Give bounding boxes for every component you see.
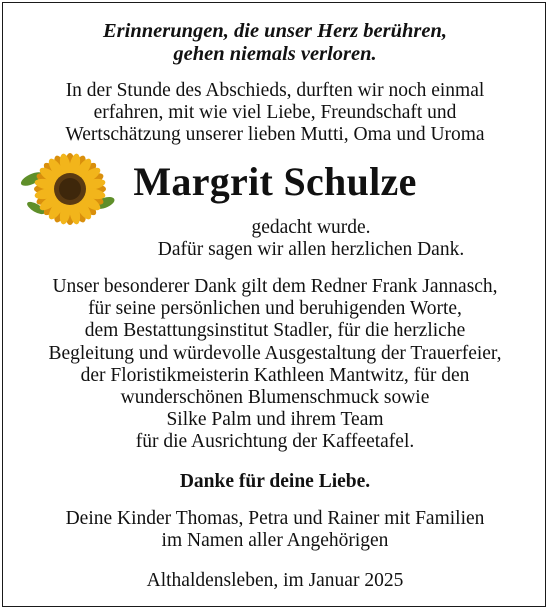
intro-line-1: In der Stunde des Abschieds, durften wir noch einmal [65,80,485,101]
thanks-line-8: für die Ausrichtung der Kaffeetafel. [135,431,415,452]
thanks-line-3: dem Bestattungsinstitut Stadler, für die herzliche [84,320,466,341]
signature-line-1: Deine Kinder Thomas, Petra und Rainer mit Familien [65,508,485,529]
after-name-line-1: gedacht wurde. [251,217,371,238]
signature-line-2: im Namen aller Angehörigen [161,530,389,551]
deceased-name: Margrit Schulze [133,159,417,204]
thanks-line-1: Unser besonderer Dank gilt dem Redner Frank Jannasch, [52,276,498,297]
thanks-line-4: Begleitung und würdevolle Ausgestaltung der Trauerfeier, [48,343,502,364]
intro-line-3: Wertschätzung unserer lieben Mutti, Oma und Uroma [65,124,485,145]
thanks-line-6: wunderschönen Blumenschmuck sowie [120,387,430,408]
thanks-line-5: der Floristikmeisterin Kathleen Mantwitz, für den [80,365,470,386]
thanks-line-2: für seine persönlichen und beruhigenden Worte, [88,298,462,319]
thanks-line-7: Silke Palm und ihrem Team [166,409,384,430]
intro-line-2: erfahren, mit wie viel Liebe, Freundschaft und [93,102,457,123]
motto-line-2: gehen niemals verloren. [173,43,377,65]
place-date: Althaldensleben, im Januar 2025 [146,570,404,591]
after-name-line-2: Dafür sagen wir allen herzlichen Dank. [157,239,465,260]
closing-line: Danke für deine Liebe. [179,471,371,492]
motto-line-1: Erinnerungen, die unser Herz berühren, [102,20,448,42]
